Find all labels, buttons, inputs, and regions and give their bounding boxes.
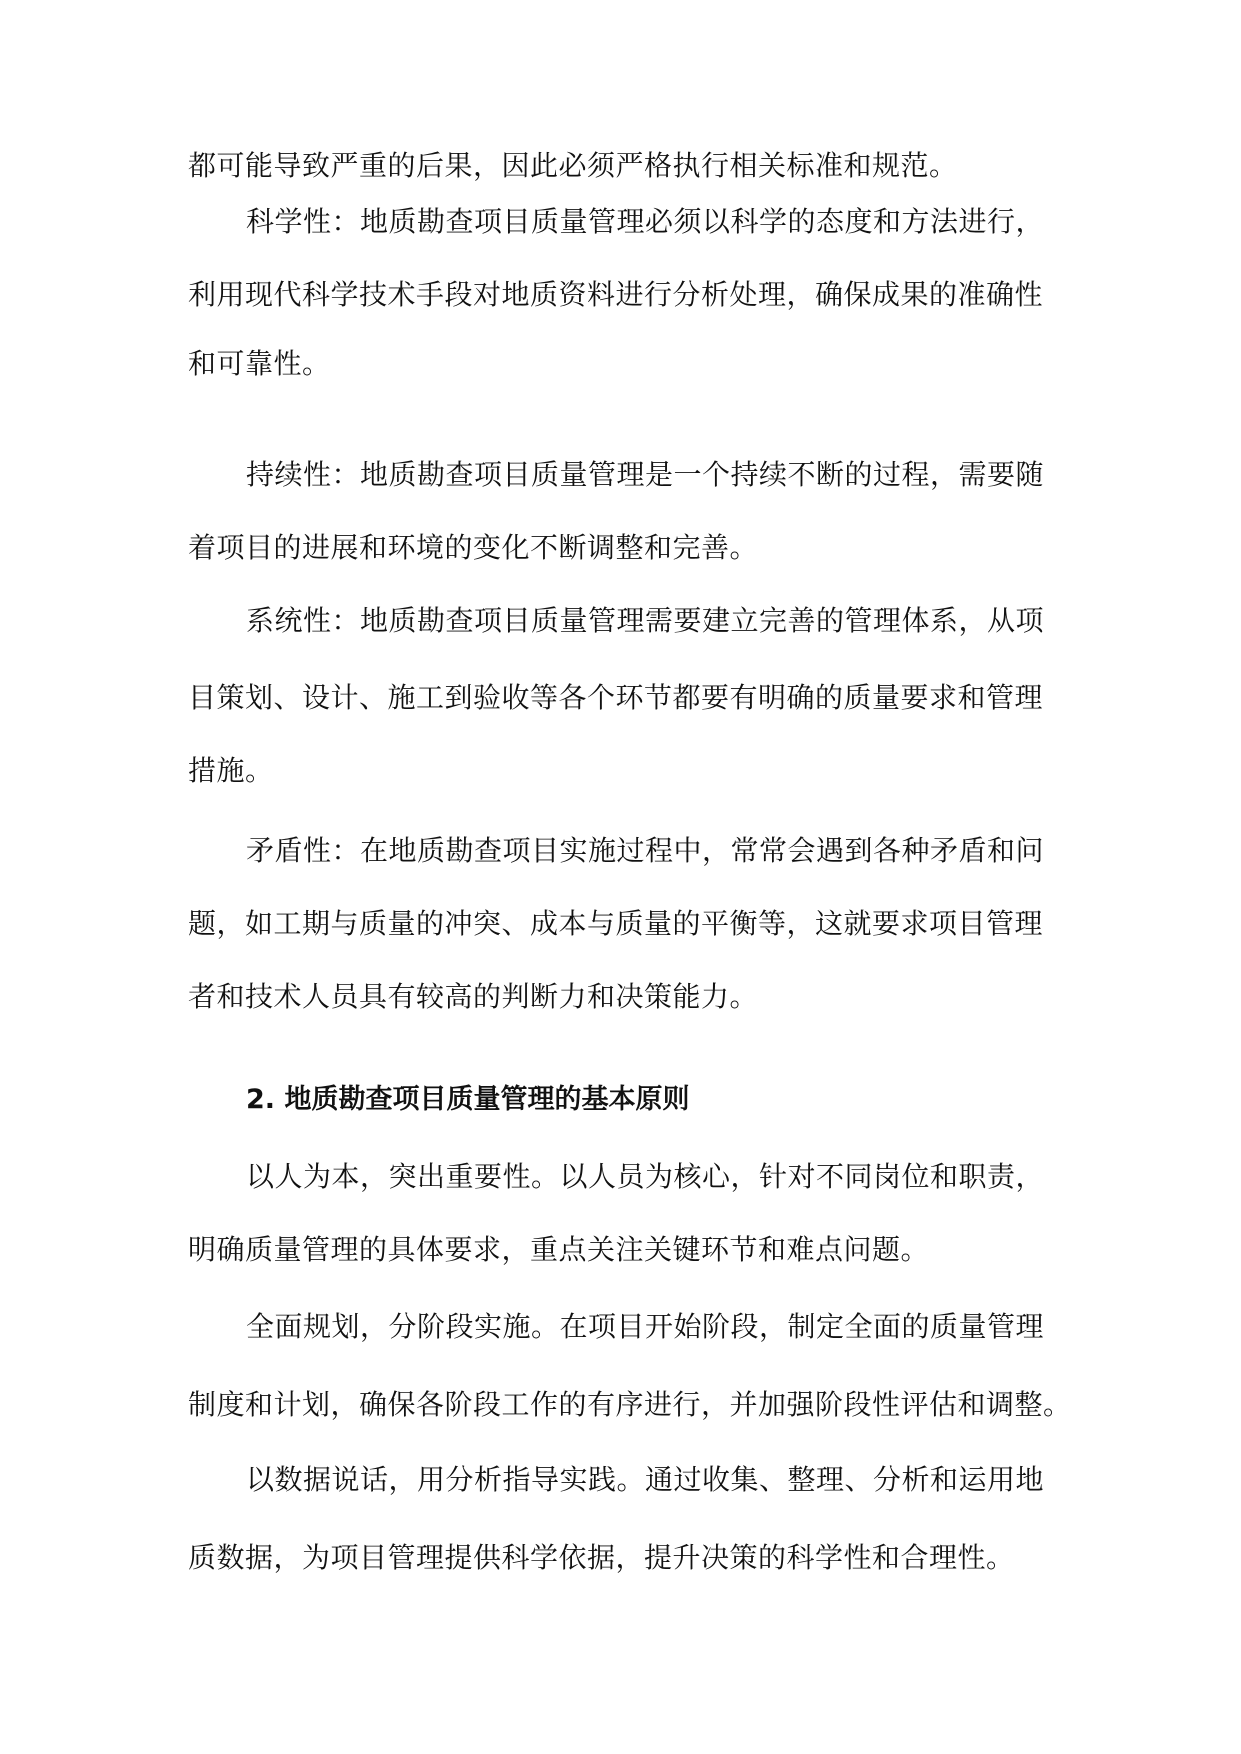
paragraph-line: 利用现代科学技术手段对地质资料进行分析处理，确保成果的准确性 (188, 278, 1044, 311)
paragraph-line: 持续性：地质勘查项目质量管理是一个持续不断的过程，需要随 (246, 458, 1045, 491)
paragraph-line: 制度和计划，确保各阶段工作的有序进行，并加强阶段性评估和调整。 (188, 1388, 1072, 1421)
paragraph-line: 全面规划，分阶段实施。在项目开始阶段，制定全面的质量管理 (246, 1310, 1045, 1343)
paragraph-line: 者和技术人员具有较高的判断力和决策能力。 (188, 980, 759, 1013)
paragraph-line: 以人为本，突出重要性。以人员为核心，针对不同岗位和职责， (246, 1160, 1045, 1193)
paragraph-line: 质数据，为项目管理提供科学依据，提升决策的科学性和合理性。 (188, 1541, 1015, 1574)
paragraph-line: 都可能导致严重的后果，因此必须严格执行相关标准和规范。 (188, 149, 958, 182)
paragraph-line: 着项目的进展和环境的变化不断调整和完善。 (188, 531, 759, 564)
paragraph-line: 措施。 (188, 754, 274, 787)
paragraph-line: 以数据说话，用分析指导实践。通过收集、整理、分析和运用地 (246, 1463, 1045, 1496)
paragraph-line: 矛盾性：在地质勘查项目实施过程中，常常会遇到各种矛盾和问 (246, 834, 1045, 867)
paragraph-line: 系统性：地质勘查项目质量管理需要建立完善的管理体系，从项 (246, 604, 1045, 637)
paragraph-line: 和可靠性。 (188, 347, 331, 380)
paragraph-line: 题，如工期与质量的冲突、成本与质量的平衡等，这就要求项目管理 (188, 907, 1044, 940)
paragraph-line: 明确质量管理的具体要求，重点关注关键环节和难点问题。 (188, 1233, 930, 1266)
section-heading: 2. 地质勘查项目质量管理的基本原则 (246, 1084, 690, 1115)
paragraph-line: 科学性：地质勘查项目质量管理必须以科学的态度和方法进行， (246, 205, 1045, 238)
paragraph-line: 目策划、设计、施工到验收等各个环节都要有明确的质量要求和管理 (188, 681, 1044, 714)
